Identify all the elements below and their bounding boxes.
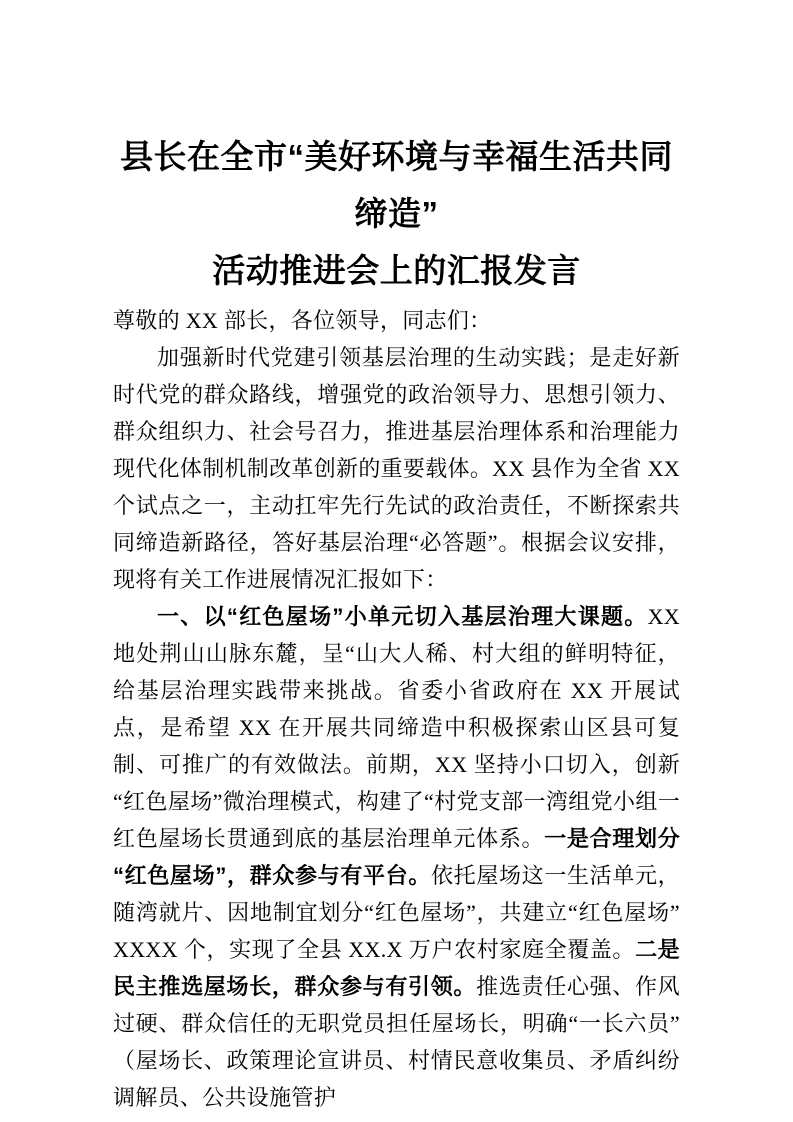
section-1-heading: 一、以“红色屋场”小单元切入基层治理大课题。 xyxy=(157,604,648,629)
section-1-text-a: XX 地处荆山山脉东麓，呈“山大人稀、村大组的鲜明特征，给基层治理实践带来挑战。省委小省政府在 XX 开展试点，是希望 XX 在开展共同缔造中积极探索山区县可复制、可推广的有效做法。前期，XX 坚持小口切入，创新“红色屋场”微治理模式，构建了“村党支部一湾组党小组一红色屋场长贯通到底的基层治理单元体系。 xyxy=(113,604,680,851)
title-line-1: 县长在全市“美好环境与幸福生活共同缔造” xyxy=(120,138,673,232)
section-1-text-b: 依托屋场这一生活单元，随湾就片、因地制宜划分“红色屋场”，共建立“红色屋场”XXXX 个，实现了全县 XX.X 万户农村家庭全覆盖。 xyxy=(113,863,680,962)
document-title xyxy=(113,0,680,299)
section-1-emphasis-1: 一是合理划分“红色屋场”，群众参与有平台。 xyxy=(113,826,680,888)
section-1-text-c: 推选责任心强、作风过硬、群众信任的无职党员担任屋场长，明确“一长六员”（屋场长、政策理论宣讲员、村情民意收集员、矛盾纠纷调解员、公共设施管护 xyxy=(113,974,680,1110)
salutation: 尊敬的 XX 部长，各位领导，同志们： xyxy=(113,308,492,333)
document-content xyxy=(113,0,680,1116)
paragraph-intro xyxy=(113,339,680,598)
paragraph-intro-text: 加强新时代党建引领基层治理的生动实践；是走好新时代党的群众路线，增强党的政治领导力、思想引领力、群众组织力、社会号召力，推进基层治理体系和治理能力现代化体制机制改革创新的重要载体。XX 县作为全省 XX 个试点之一，主动扛牢先行先试的政治责任，不断探索共同缔造新路径，答好基层治理“必答题”。根据会议安排，现将有关工作进展情况汇报如下： xyxy=(113,345,680,592)
paragraph-section-1 xyxy=(113,598,680,1116)
document-body xyxy=(113,302,680,1116)
section-1-emphasis-2: 二是民主推选屋场长，群众参与有引领。 xyxy=(113,937,680,999)
title-line-2: 活动推进会上的汇报发言 xyxy=(212,252,581,289)
